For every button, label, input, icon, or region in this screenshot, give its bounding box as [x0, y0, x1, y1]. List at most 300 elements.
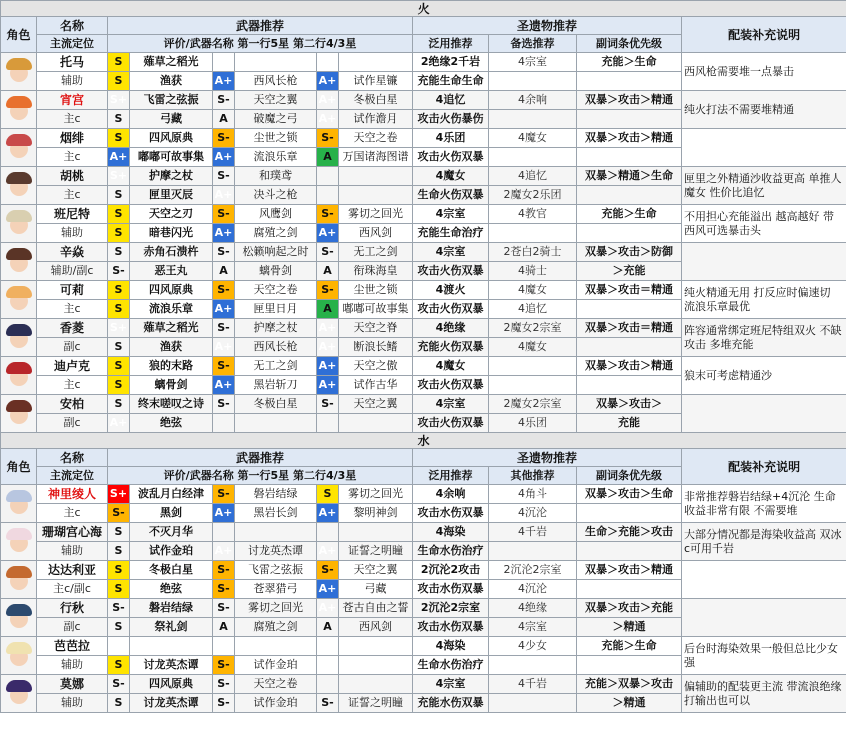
artifact-main-set: 攻击水伤双暴 [413, 504, 489, 523]
weapon-name: 苍翠猎弓 [235, 580, 317, 599]
substat-priority: 双暴＞攻击＞精通 [577, 357, 682, 376]
weapon-tier-badge: S [317, 485, 339, 504]
substat-priority [577, 338, 682, 357]
character-role: 副c [37, 618, 108, 637]
weapon-tier-badge: A+ [108, 148, 130, 167]
weapon-tier-badge: A+ [317, 357, 339, 376]
weapon-name [339, 186, 413, 205]
weapon-name: 试作古华 [339, 376, 413, 395]
character-role: 主c/副c [37, 580, 108, 599]
artifact-alt-set: 2魔女2宗室 [489, 319, 577, 338]
weapon-tier-badge: S- [213, 561, 235, 580]
build-note: 不用担心充能溢出 越高越好 带西风可选暴击头 [682, 205, 846, 243]
weapon-tier-badge [213, 523, 235, 542]
character-role: 辅助 [37, 694, 108, 713]
table-row [1, 91, 846, 110]
avatar [1, 129, 37, 167]
weapon-name: 西风长枪 [235, 72, 317, 91]
artifact-main-set: 攻击火伤双暴 [413, 300, 489, 319]
header-alt-set: 其他推荐 [489, 467, 577, 485]
weapon-tier-badge: S- [108, 675, 130, 694]
weapon-name: 试作星镰 [339, 72, 413, 91]
weapon-tier-badge: A+ [317, 580, 339, 599]
weapon-name: 飞雷之弦振 [130, 91, 213, 110]
weapon-name [339, 523, 413, 542]
character-name: 托马 [37, 53, 108, 72]
table-row [1, 395, 846, 414]
weapon-name: 螭骨剑 [130, 376, 213, 395]
artifact-main-set: 4宗室 [413, 205, 489, 224]
substat-priority: 充能＞生命 [577, 53, 682, 72]
weapon-name: 尘世之锁 [235, 129, 317, 148]
weapon-name: 波乱月白经津 [130, 485, 213, 504]
build-note: 偏辅助的配装更主流 带流浪绝缘打输出也可以 [682, 675, 846, 713]
artifact-alt-set: 2魔女2乐团 [489, 186, 577, 205]
substat-priority [577, 504, 682, 523]
weapon-name: 薙草之稻光 [130, 53, 213, 72]
weapon-tier-badge: S- [213, 319, 235, 338]
character-portrait [3, 94, 35, 126]
character-portrait [3, 170, 35, 202]
artifact-alt-set [489, 148, 577, 167]
table-row [1, 281, 846, 300]
weapon-tier-badge: A+ [317, 319, 339, 338]
weapon-name: 飞雷之弦振 [235, 561, 317, 580]
avatar [1, 319, 37, 357]
header-name: 名称 [37, 449, 108, 467]
artifact-alt-set [489, 694, 577, 713]
header-role: 主流定位 [37, 35, 108, 53]
weapon-tier-badge: A+ [317, 542, 339, 561]
artifact-main-set: 4魔女 [413, 167, 489, 186]
build-note [682, 561, 846, 599]
header-prio: 副词条优先级 [577, 467, 682, 485]
character-portrait [3, 640, 35, 672]
weapon-name: 松籁响起之时 [235, 243, 317, 262]
weapon-tier-badge: A+ [317, 599, 339, 618]
weapon-name: 渔获 [130, 338, 213, 357]
substat-priority: 双暴＞攻击＞生命 [577, 485, 682, 504]
build-note [682, 395, 846, 433]
character-role: 辅助 [37, 72, 108, 91]
weapon-tier-badge: S [108, 243, 130, 262]
weapon-name: 冬极白星 [339, 91, 413, 110]
character-portrait [3, 678, 35, 710]
weapon-tier-badge: A+ [317, 376, 339, 395]
substat-priority: 双暴＞攻击＝精通 [577, 281, 682, 300]
weapon-tier-badge: A+ [213, 148, 235, 167]
character-role: 副c [37, 414, 108, 433]
artifact-alt-set: 4余响 [489, 91, 577, 110]
weapon-name: 决斗之枪 [235, 186, 317, 205]
weapon-name: 雾切之回光 [339, 485, 413, 504]
weapon-tier-badge: A+ [213, 300, 235, 319]
weapon-tier-badge: S- [213, 167, 235, 186]
artifact-main-set: 4魔女 [413, 357, 489, 376]
substat-priority: 充能＞生命 [577, 205, 682, 224]
weapon-tier-badge: S- [108, 262, 130, 281]
weapon-name: 天空之卷 [235, 281, 317, 300]
weapon-name: 赤角石溃杵 [130, 243, 213, 262]
character-name: 神里绫人 [37, 485, 108, 504]
table-row [1, 205, 846, 224]
artifact-main-set: 4乐团 [413, 129, 489, 148]
character-name: 莫娜 [37, 675, 108, 694]
avatar [1, 243, 37, 281]
weapon-tier-badge: S- [108, 599, 130, 618]
weapon-tier-badge: A+ [213, 376, 235, 395]
weapon-tier-badge: A+ [108, 414, 130, 433]
artifact-alt-set [489, 542, 577, 561]
artifact-alt-set [489, 656, 577, 675]
weapon-tier-badge: A+ [317, 91, 339, 110]
character-portrait [3, 56, 35, 88]
weapon-tier-badge: S- [317, 243, 339, 262]
character-name: 辛焱 [37, 243, 108, 262]
artifact-alt-set: 4魔女 [489, 338, 577, 357]
weapon-tier-badge: A+ [213, 338, 235, 357]
weapon-tier-badge: A [317, 262, 339, 281]
character-portrait [3, 398, 35, 430]
artifact-main-set: 充能水伤双暴 [413, 694, 489, 713]
weapon-name: 黑岩长剑 [235, 504, 317, 523]
weapon-name: 腐殖之剑 [235, 618, 317, 637]
artifact-alt-set: 2沉沦2宗室 [489, 561, 577, 580]
weapon-name: 恶王丸 [130, 262, 213, 281]
weapon-name: 天空之卷 [235, 675, 317, 694]
weapon-name: 黎明神剑 [339, 504, 413, 523]
weapon-tier-badge [317, 656, 339, 675]
artifact-main-set: 4余响 [413, 485, 489, 504]
weapon-name: 万国诸海图谱 [339, 148, 413, 167]
build-note: 阵容通常绑定班尼特组双火 不缺攻击 多堆充能 [682, 319, 846, 357]
weapon-tier-badge [317, 675, 339, 694]
weapon-name: 破魔之弓 [235, 110, 317, 129]
character-role: 主c [37, 148, 108, 167]
artifact-main-set: 充能火伤双暴 [413, 338, 489, 357]
artifact-alt-set: 4宗室 [489, 618, 577, 637]
weapon-tier-badge: S- [213, 485, 235, 504]
build-note [682, 129, 846, 167]
header-alt-set: 备选推荐 [489, 35, 577, 53]
weapon-tier-badge: S [108, 72, 130, 91]
weapon-tier-badge [317, 637, 339, 656]
character-name: 宵宫 [37, 91, 108, 110]
weapon-name: 西风长枪 [235, 338, 317, 357]
artifact-alt-set [489, 376, 577, 395]
artifact-alt-set: 4绝缘 [489, 599, 577, 618]
avatar [1, 485, 37, 523]
weapon-name: 试作金珀 [130, 542, 213, 561]
artifact-alt-set: 4沉沦 [489, 504, 577, 523]
header-weapons: 武器推荐 [108, 17, 413, 35]
artifact-main-set: 2沉沦2宗室 [413, 599, 489, 618]
substat-priority [577, 224, 682, 243]
weapon-name: 薙草之稻光 [130, 319, 213, 338]
character-name: 安柏 [37, 395, 108, 414]
header-name: 名称 [37, 17, 108, 35]
weapon-tier-badge: S [108, 580, 130, 599]
weapon-name: 断浪长鳍 [339, 338, 413, 357]
weapon-name: 弓藏 [339, 580, 413, 599]
weapon-name: 终末嗟叹之诗 [130, 395, 213, 414]
weapon-tier-badge [317, 53, 339, 72]
substat-priority: 双暴＞精通＞生命 [577, 167, 682, 186]
header-avatar: 角色 [1, 17, 37, 53]
character-role: 主c [37, 376, 108, 395]
build-note [682, 599, 846, 637]
weapon-tier-badge: S [108, 110, 130, 129]
table-row [1, 243, 846, 262]
substat-priority: 生命＞充能＞攻击 [577, 523, 682, 542]
header-notes: 配装补充说明 [682, 449, 846, 485]
weapon-name: 衔珠海皇 [339, 262, 413, 281]
build-note: 狼末可考虑精通沙 [682, 357, 846, 395]
character-role: 主c [37, 300, 108, 319]
character-name: 达达利亚 [37, 561, 108, 580]
weapon-name: 流浪乐章 [235, 148, 317, 167]
substat-priority [577, 72, 682, 91]
weapon-tier-badge: S- [317, 694, 339, 713]
character-role: 辅助 [37, 224, 108, 243]
weapon-name: 天空之刃 [130, 205, 213, 224]
artifact-main-set: 生命水伤治疗 [413, 656, 489, 675]
substat-priority [577, 580, 682, 599]
weapon-name [235, 53, 317, 72]
weapon-name: 绝弦 [130, 414, 213, 433]
artifact-main-set: 2沉沦2攻击 [413, 561, 489, 580]
weapon-name: 狼的末路 [130, 357, 213, 376]
weapon-name [235, 523, 317, 542]
weapon-tier-badge: A+ [213, 542, 235, 561]
weapon-tier-badge: S [108, 129, 130, 148]
substat-priority [577, 542, 682, 561]
table-row [1, 129, 846, 148]
weapon-name: 不灭月华 [130, 523, 213, 542]
weapon-tier-badge: S- [213, 694, 235, 713]
artifact-main-set: 4宗室 [413, 395, 489, 414]
section-title: 水 [1, 433, 846, 449]
artifact-alt-set: 4角斗 [489, 485, 577, 504]
artifact-main-set: 4海染 [413, 637, 489, 656]
character-role: 辅助 [37, 542, 108, 561]
weapon-tier-badge: A+ [213, 186, 235, 205]
table-row [1, 561, 846, 580]
weapon-name: 绝弦 [130, 580, 213, 599]
substat-priority: ＞充能 [577, 262, 682, 281]
substat-priority: 双暴＞攻击＞ [577, 395, 682, 414]
character-portrait [3, 208, 35, 240]
artifact-main-set: 充能生命治疗 [413, 224, 489, 243]
artifact-alt-set: 4魔女 [489, 129, 577, 148]
artifact-main-set: 生命火伤双暴 [413, 186, 489, 205]
table-row [1, 637, 846, 656]
artifact-main-set: 4追忆 [413, 91, 489, 110]
artifact-alt-set [489, 224, 577, 243]
weapon-name [339, 637, 413, 656]
character-role: 主c [37, 110, 108, 129]
artifact-alt-set: 4宗室 [489, 53, 577, 72]
substat-priority [577, 656, 682, 675]
weapon-tier-badge: A [317, 300, 339, 319]
weapon-name [339, 675, 413, 694]
build-note: 纯火精通无用 打反应时偏速切 流浪乐章最优 [682, 281, 846, 319]
weapon-tier-badge: S- [213, 129, 235, 148]
artifact-main-set: 4渡火 [413, 281, 489, 300]
header-weapon-sub: 评价/武器名称 第一行5星 第二行4/3星 [108, 35, 413, 53]
artifact-alt-set: 2魔女2宗室 [489, 395, 577, 414]
character-name: 香菱 [37, 319, 108, 338]
weapon-name: 冬极白星 [130, 561, 213, 580]
weapon-name: 护摩之杖 [235, 319, 317, 338]
weapon-tier-badge: S- [213, 675, 235, 694]
substat-priority [577, 148, 682, 167]
weapon-tier-badge: S- [317, 281, 339, 300]
weapon-tier-badge: A+ [317, 224, 339, 243]
weapon-name: 弓藏 [130, 110, 213, 129]
artifact-alt-set: 4魔女 [489, 281, 577, 300]
character-name: 可莉 [37, 281, 108, 300]
character-portrait [3, 132, 35, 164]
character-portrait [3, 360, 35, 392]
weapon-tier-badge: A [317, 148, 339, 167]
artifact-main-set: 2绝缘2千岩 [413, 53, 489, 72]
substat-priority: 充能＞生命 [577, 637, 682, 656]
weapon-name: 流浪乐章 [130, 300, 213, 319]
weapon-tier-badge: A+ [317, 72, 339, 91]
artifact-alt-set: 4教官 [489, 205, 577, 224]
header-main-set: 泛用推荐 [413, 467, 489, 485]
weapon-tier-badge: S [108, 53, 130, 72]
weapon-name: 天空之脊 [339, 319, 413, 338]
character-portrait [3, 322, 35, 354]
weapon-tier-badge: S [108, 300, 130, 319]
weapon-name [339, 414, 413, 433]
weapon-name: 天空之翼 [339, 561, 413, 580]
avatar [1, 53, 37, 91]
weapon-tier-badge: S+ [108, 167, 130, 186]
artifact-main-set: 攻击火伤暴伤 [413, 110, 489, 129]
weapon-name: 证誓之明瞳 [339, 542, 413, 561]
weapon-tier-badge: S+ [108, 485, 130, 504]
artifact-alt-set: 4千岩 [489, 675, 577, 694]
header-main-set: 泛用推荐 [413, 35, 489, 53]
artifact-main-set: 4宗室 [413, 675, 489, 694]
artifact-main-set: 攻击水伤双暴 [413, 618, 489, 637]
weapon-tier-badge: S- [317, 395, 339, 414]
artifact-alt-set: 4骑士 [489, 262, 577, 281]
weapon-name: 冬极白星 [235, 395, 317, 414]
weapon-tier-badge [213, 53, 235, 72]
weapon-name: 渔获 [130, 72, 213, 91]
substat-priority [577, 110, 682, 129]
table-row [1, 53, 846, 72]
substat-priority: 双暴＞攻击＞精通 [577, 561, 682, 580]
weapon-name: 祭礼剑 [130, 618, 213, 637]
character-portrait [3, 564, 35, 596]
weapon-tier-badge [108, 637, 130, 656]
character-portrait [3, 488, 35, 520]
weapon-tier-badge [317, 414, 339, 433]
substat-priority: 双暴＞攻击＞精通 [577, 91, 682, 110]
artifact-main-set: 攻击火伤双暴 [413, 414, 489, 433]
header-weapons: 武器推荐 [108, 449, 413, 467]
weapon-tier-badge: S [108, 618, 130, 637]
weapon-tier-badge: S [108, 186, 130, 205]
table-row [1, 599, 846, 618]
artifact-main-set: 攻击火伤双暴 [413, 376, 489, 395]
weapon-tier-badge: S [108, 694, 130, 713]
weapon-tier-badge: S- [213, 580, 235, 599]
weapon-tier-badge: A [213, 110, 235, 129]
weapon-name: 天空之翼 [235, 91, 317, 110]
character-portrait [3, 246, 35, 278]
weapon-name: 四风原典 [130, 675, 213, 694]
weapon-name: 天空之卷 [339, 129, 413, 148]
header-weapon-sub: 评价/武器名称 第一行5星 第二行4/3星 [108, 467, 413, 485]
avatar [1, 637, 37, 675]
weapon-name: 天空之翼 [339, 395, 413, 414]
weapon-name: 讨龙英杰谭 [235, 542, 317, 561]
avatar [1, 395, 37, 433]
weapon-tier-badge: A [213, 262, 235, 281]
weapon-name: 试作金珀 [235, 656, 317, 675]
weapon-tier-badge: A+ [213, 224, 235, 243]
avatar [1, 675, 37, 713]
avatar [1, 357, 37, 395]
substat-priority [577, 376, 682, 395]
artifact-main-set: 生命水伤治疗 [413, 542, 489, 561]
weapon-name: 讨龙英杰谭 [130, 694, 213, 713]
build-note [682, 243, 846, 281]
weapon-tier-badge [317, 167, 339, 186]
build-note: 后台时海染效果一般但总比少女强 [682, 637, 846, 675]
weapon-name: 磐岩结绿 [235, 485, 317, 504]
weapon-tier-badge: S [108, 338, 130, 357]
character-name: 胡桃 [37, 167, 108, 186]
character-portrait [3, 284, 35, 316]
weapon-tier-badge [317, 523, 339, 542]
substat-priority: ＞精通 [577, 694, 682, 713]
avatar [1, 281, 37, 319]
weapon-name: 嘟嘟可故事集 [339, 300, 413, 319]
artifact-main-set: 4海染 [413, 523, 489, 542]
weapon-name: 和璞鸢 [235, 167, 317, 186]
table-row [1, 167, 846, 186]
weapon-name: 无工之剑 [235, 357, 317, 376]
weapon-tier-badge: S+ [108, 91, 130, 110]
weapon-name: 嘟嘟可故事集 [130, 148, 213, 167]
weapon-tier-badge: S- [108, 504, 130, 523]
weapon-name [339, 167, 413, 186]
weapon-name: 天空之傲 [339, 357, 413, 376]
artifact-alt-set: 4沉沦 [489, 580, 577, 599]
table-row [1, 523, 846, 542]
weapon-name: 苍古自由之誓 [339, 599, 413, 618]
weapon-name: 试作金珀 [235, 694, 317, 713]
character-name: 行秋 [37, 599, 108, 618]
weapon-name: 腐殖之剑 [235, 224, 317, 243]
weapon-tier-badge: S- [213, 243, 235, 262]
weapon-tier-badge: S- [213, 357, 235, 376]
weapon-name: 四风原典 [130, 129, 213, 148]
weapon-name [339, 53, 413, 72]
weapon-name: 螭骨剑 [235, 262, 317, 281]
weapon-tier-badge [213, 637, 235, 656]
character-name: 烟绯 [37, 129, 108, 148]
table-row [1, 319, 846, 338]
weapon-name: 雾切之回光 [235, 599, 317, 618]
